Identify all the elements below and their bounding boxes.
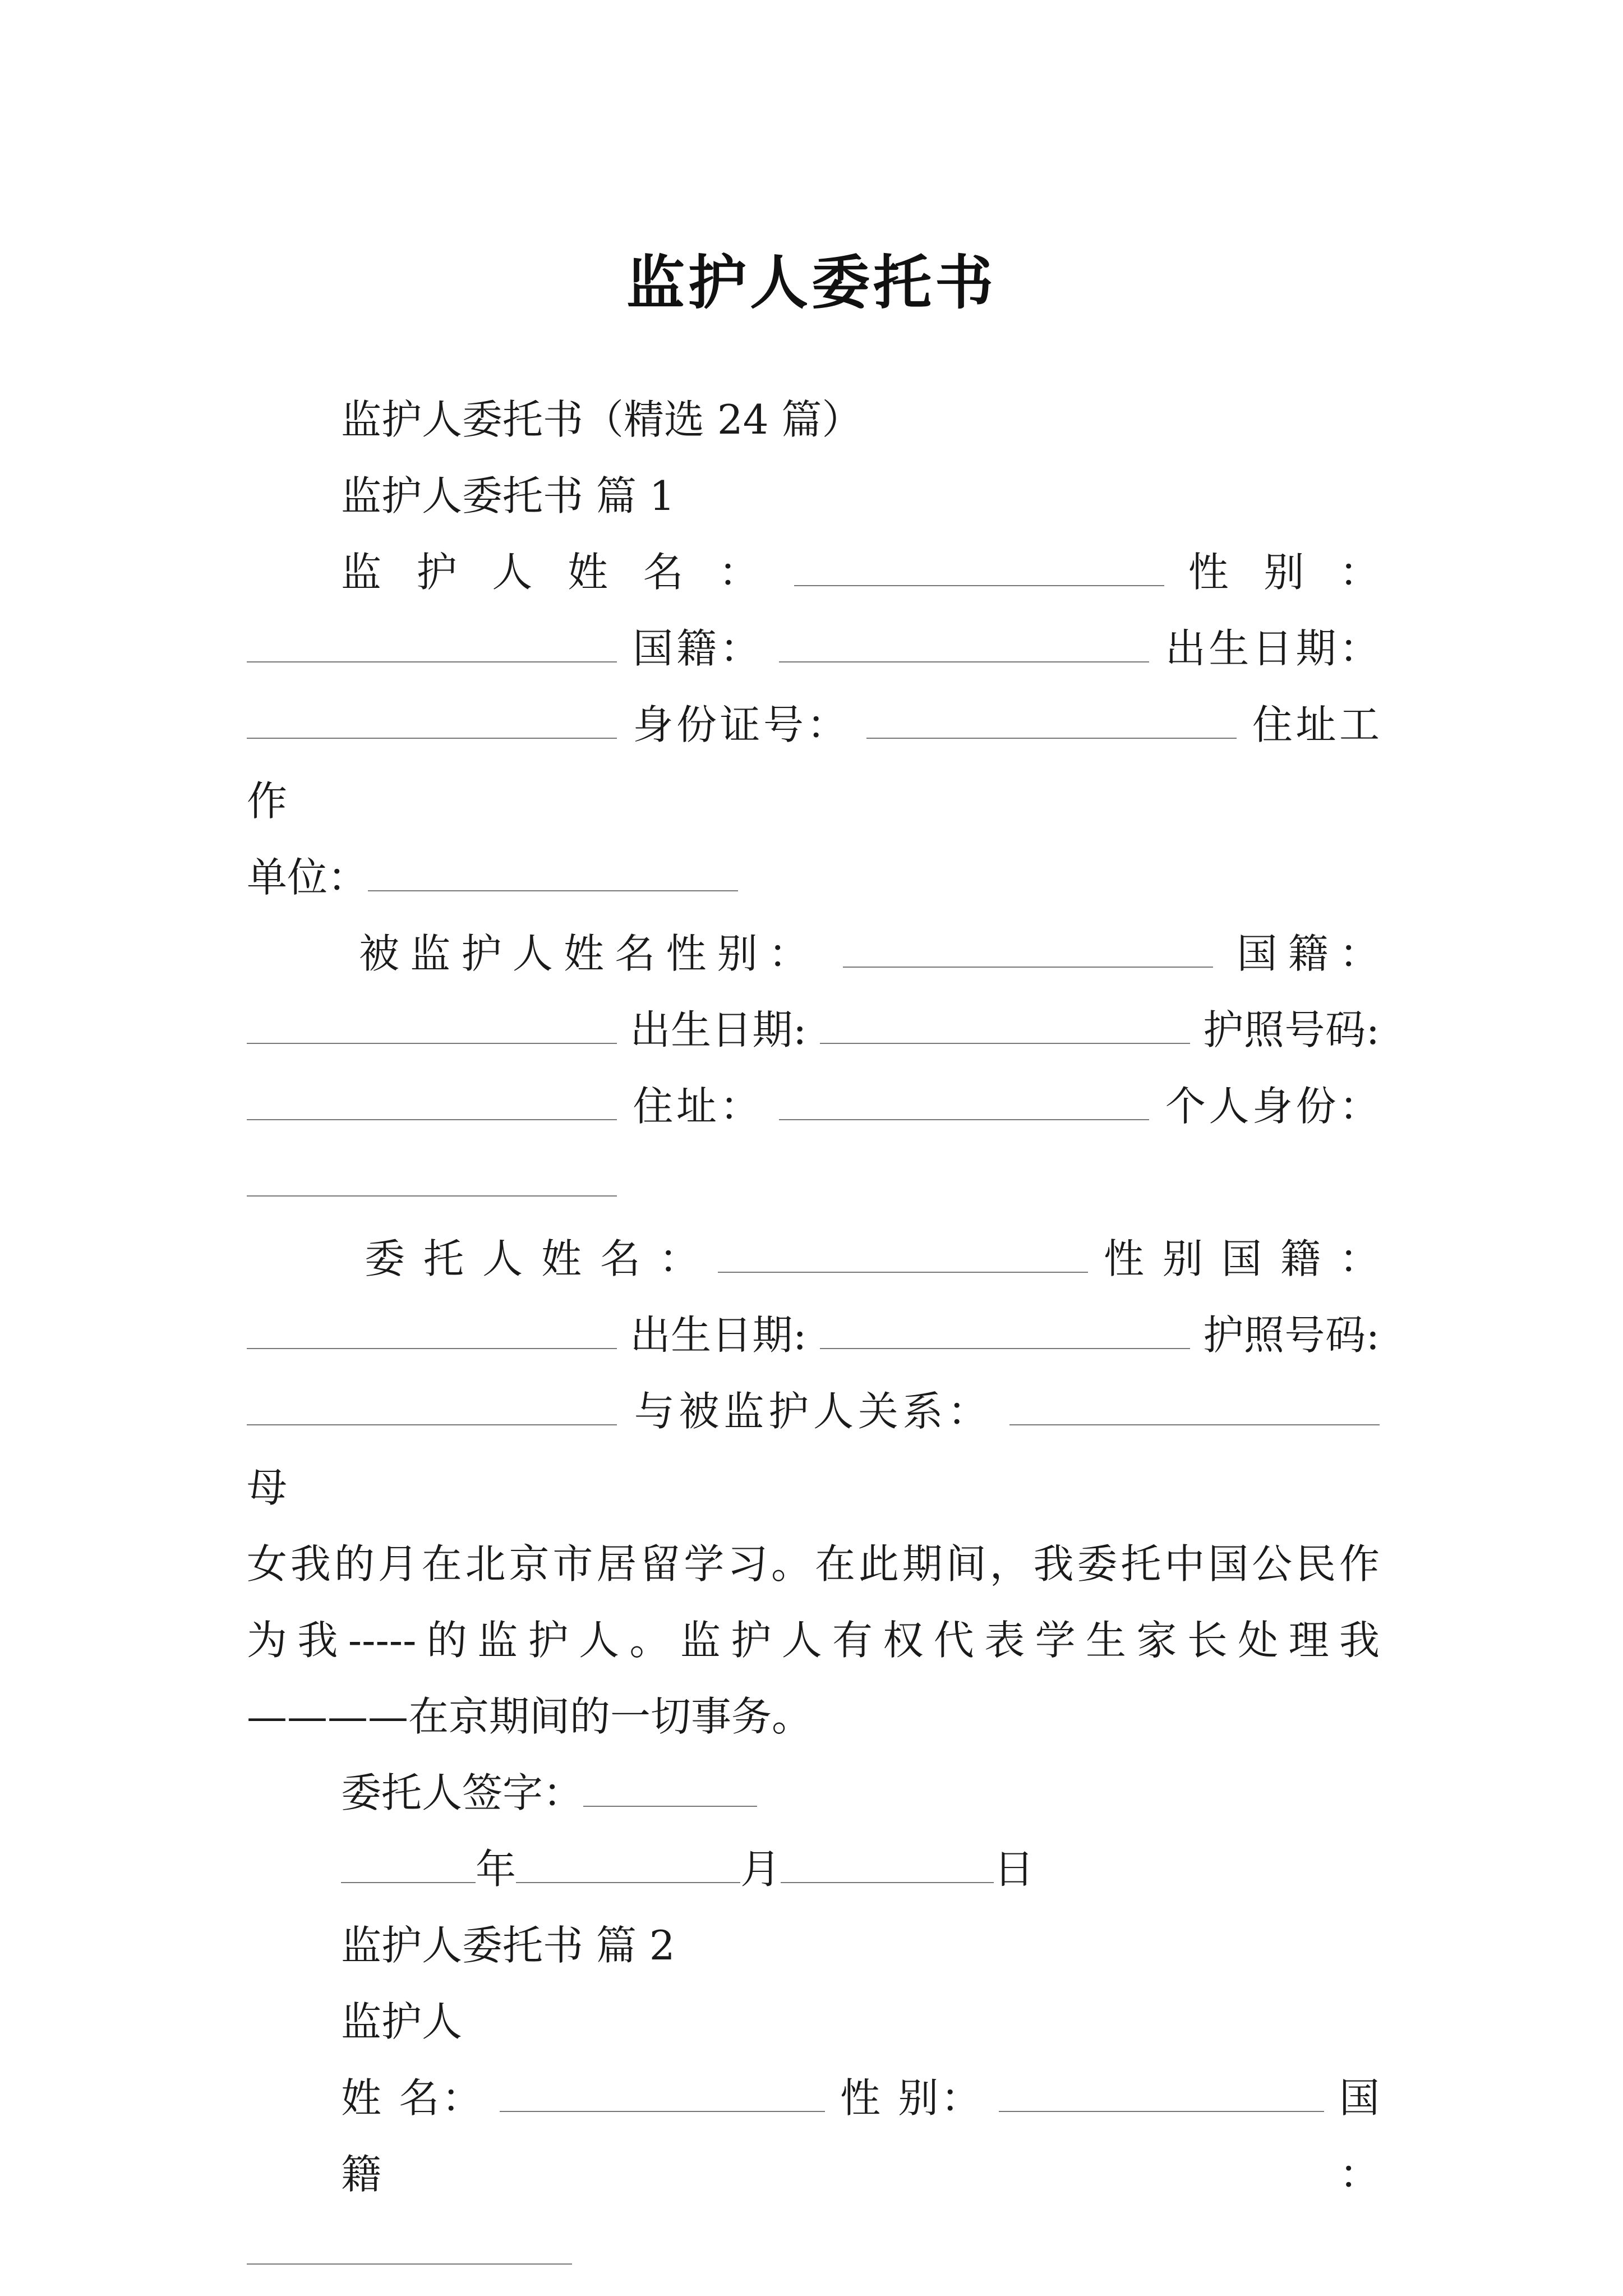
principal-passport-label: 护照号码: (1203, 1312, 1380, 1359)
chapter-2-nationality-blank (247, 2230, 572, 2265)
year-label: 年 (476, 1846, 517, 1893)
ward-passport-blank (247, 1085, 617, 1120)
guardian-unit-blank (368, 857, 738, 891)
guardian-unit-line (247, 839, 1380, 915)
ward-nationality-label: 国籍： (1237, 930, 1380, 977)
principal-relation-label: 与被监护人关系： (634, 1388, 993, 1435)
guardian-gender-label: 性 别 ： (1188, 549, 1380, 596)
month-blank (516, 1848, 740, 1883)
body-line-3: ————在京期间的一切事务。 (247, 1693, 813, 1740)
guardian-birthdate-label: 出生日期： (1165, 625, 1380, 672)
chapter-2-heading: 监护人委托书 篇 2 (341, 1922, 675, 1969)
ward-personal-id-line (247, 1144, 1380, 1221)
principal-name-blank (718, 1238, 1088, 1273)
year-blank (341, 1848, 476, 1883)
body-line-1: 女我的月在北京市居留学习。在此期间，我委托中国公民作 (247, 1540, 1380, 1588)
document-title: 监护人委托书 (626, 247, 997, 317)
chapter-2-section: 监护人 (341, 1998, 463, 2045)
guardian-nationality-line (247, 610, 1380, 687)
document-subtitle: 监护人委托书（精选 24 篇） (341, 396, 863, 443)
guardian-name-blank (794, 551, 1164, 586)
guardian-nationality-blank (779, 628, 1149, 662)
ward-passport-label: 护照号码: (1203, 1006, 1380, 1053)
ward-name-gender-blank (843, 933, 1213, 968)
principal-relation-tail: 母 (247, 1464, 288, 1511)
guardian-id-label: 身份证号： (633, 701, 851, 748)
document-body (247, 381, 1380, 2289)
ward-birthdate-blank (820, 1009, 1190, 1044)
principal-passport-blank (247, 1391, 617, 1425)
ward-name-gender-label: 被监护人姓名性别： (359, 930, 820, 977)
guardian-unit-label: 单位： (247, 854, 368, 901)
guardian-gender-blank (247, 628, 617, 662)
principal-birthdate-blank (820, 1314, 1190, 1349)
guardian-name-line (247, 534, 1380, 610)
chapter-2-name-label: 姓 名： (341, 2074, 485, 2122)
date-line (247, 1831, 1380, 1907)
guardian-name-label: 监 护 人 姓 名 ： (341, 549, 771, 596)
month-label: 月 (740, 1846, 781, 1893)
guardian-address-work-label: 住址工作 (247, 701, 1380, 825)
guardian-birthdate-blank (247, 704, 617, 739)
chapter-2-gender-blank (999, 2077, 1324, 2112)
ward-address-label: 住址： (633, 1083, 764, 1130)
ward-nationality-blank (247, 1009, 617, 1044)
ward-name-line (247, 915, 1380, 992)
signature-line (247, 1755, 1380, 1831)
day-blank (781, 1848, 994, 1883)
principal-birthdate-label: 出生日期: (630, 1312, 807, 1359)
day-label: 日 (994, 1846, 1035, 1893)
guardian-id-blank (866, 704, 1237, 739)
principal-gender-nationality-label: 性 别 国 籍 ： (1103, 1235, 1380, 1282)
chapter-2-gender-label: 性 别： (840, 2074, 984, 2122)
principal-name-line (247, 1221, 1380, 1297)
chapter-2-name-blank (500, 2077, 825, 2112)
principal-name-label: 委 托 人 姓 名 ： (365, 1235, 703, 1282)
chapter-1-heading: 监护人委托书 篇 1 (341, 472, 675, 519)
ward-personal-id-blank (247, 1162, 617, 1197)
guardian-nationality-label: 国籍： (633, 625, 764, 672)
ward-address-line (247, 1068, 1380, 1144)
signature-label: 委托人签字： (341, 1769, 584, 1816)
principal-relation-line (247, 1373, 1380, 1526)
signature-blank (583, 1772, 757, 1807)
chapter-2-nationality-line (247, 2212, 1380, 2289)
principal-gender-nationality-blank (247, 1314, 617, 1349)
principal-relation-blank (1009, 1391, 1380, 1425)
ward-address-blank (779, 1085, 1149, 1120)
chapter-2-name-line (247, 2060, 1380, 2212)
ward-birthdate-line (247, 992, 1380, 1068)
chapter-2-nationality-label: 国籍： (341, 2074, 1380, 2198)
principal-birthdate-line (247, 1297, 1380, 1373)
ward-personal-id-label: 个人身份： (1165, 1083, 1380, 1130)
body-line-2: 为我-----的监护人。监护人有权代表学生家长处理我 (247, 1617, 1380, 1664)
guardian-id-line (247, 687, 1380, 839)
ward-birthdate-label: 出生日期: (630, 1006, 807, 1053)
